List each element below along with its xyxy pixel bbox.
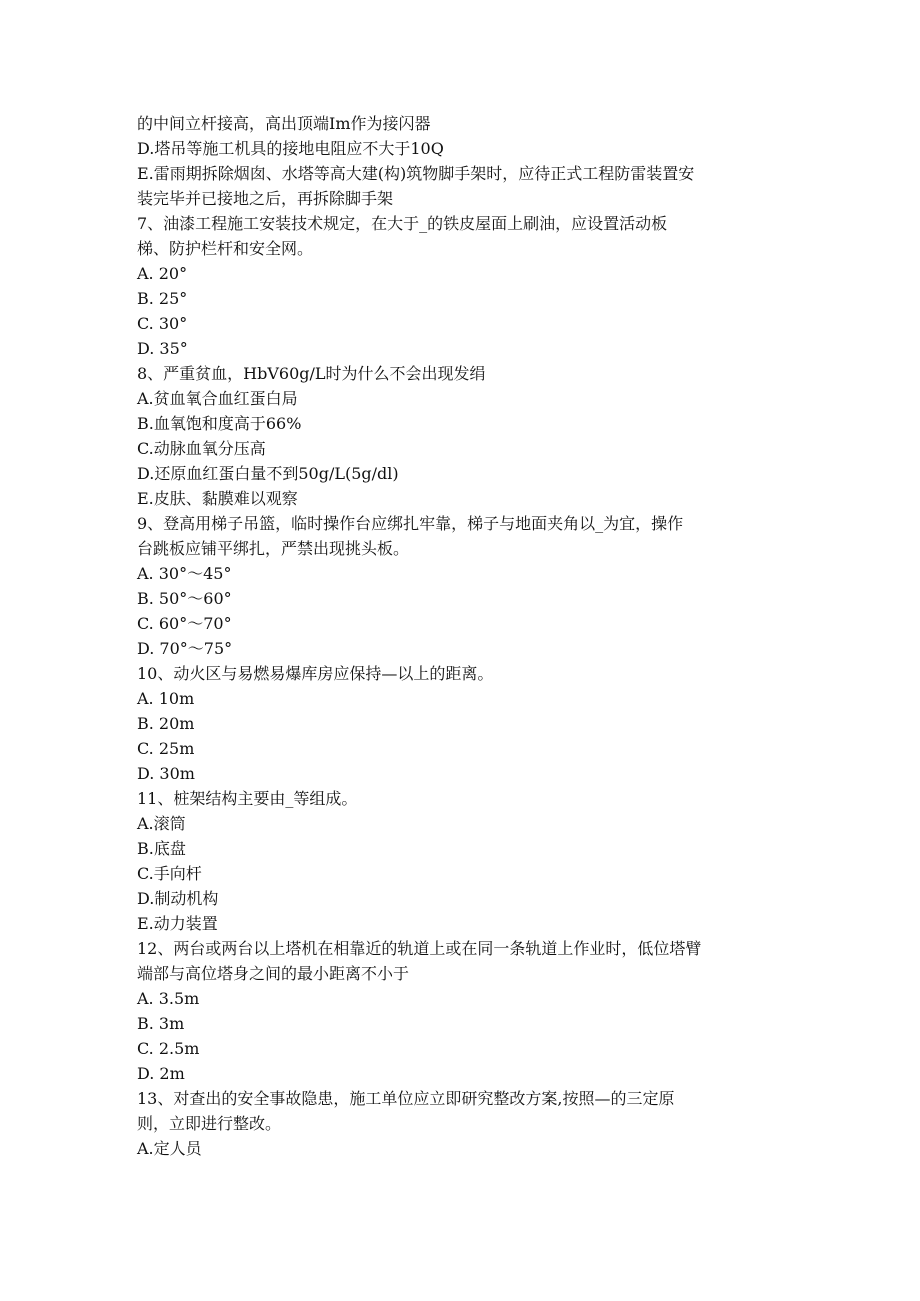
option-d: D.还原血红蛋白量不到50g/L(5g/dl) [137,464,399,483]
text-line: 端部与高位塔身之间的最小距离不小于 [137,964,410,983]
question-9: 9、登高用梯子吊篮，临时操作台应绑扎牢靠，梯子与地面夹角以_为宜，操作 [137,514,684,533]
option-c: C. 60°～70° [137,614,232,633]
text-line: 则，立即进行整改。 [137,1114,282,1133]
text-line: E.雷雨期拆除烟囱、水塔等高大建(构)筑物脚手架时，应待正式工程防雷装置安 [137,164,695,183]
option-d: D. 70°～75° [137,639,233,658]
option-d: D.制动机构 [137,889,219,908]
text-line: 的中间立杆接高，高出顶端Im作为接闪器 [137,114,431,133]
option-a: A.贫血氧合血红蛋白局 [137,389,298,408]
option-b: B. 20m [137,714,195,733]
option-a: A. 3.5m [137,989,200,1008]
question-7: 7、油漆工程施工安装技术规定，在大于_的铁皮屋面上刷油，应设置活动板 [137,214,668,233]
question-11: 11、桩架结构主要由_等组成。 [137,789,358,808]
option-c: C.动脉血氧分压高 [137,439,266,458]
option-c: C.手向杆 [137,864,202,883]
option-e: E.皮肤、黏膜难以观察 [137,489,298,508]
option-d: D. 2m [137,1064,185,1083]
option-c: C. 30° [137,314,188,333]
text-line: D.塔吊等施工机具的接地电阻应不大于10Q [137,139,444,158]
option-b: B.底盘 [137,839,186,858]
option-a: A. 20° [137,264,188,283]
text-line: 梯、防护栏杆和安全网。 [137,239,314,258]
question-13: 13、对查出的安全事故隐患，施工单位应立即研究整改方案,按照—的三定原 [137,1089,675,1108]
question-10: 10、动火区与易燃易爆库房应保持—以上的距离。 [137,664,494,683]
question-12: 12、两台或两台以上塔机在相靠近的轨道上或在同一条轨道上作业时，低位塔臂 [137,939,702,958]
option-e: E.动力装置 [137,914,218,933]
option-a: A. 30°～45° [137,564,232,583]
option-d: D. 30m [137,764,195,783]
option-c: C. 25m [137,739,195,758]
document-body [137,111,787,1161]
text-line: 台跳板应铺平绑扎，严禁出现挑头板。 [137,539,410,558]
option-b: B. 25° [137,289,188,308]
option-b: B.血氧饱和度高于66% [137,414,302,433]
option-a: A.定人员 [137,1139,202,1158]
option-b: B. 50°～60° [137,589,232,608]
option-c: C. 2.5m [137,1039,200,1058]
option-a: A. 10m [137,689,195,708]
option-d: D. 35° [137,339,188,358]
question-8: 8、严重贫血，HbV60g/L时为什么不会出现发绢 [137,364,486,383]
option-b: B. 3m [137,1014,185,1033]
option-a: A.滚筒 [137,814,186,833]
text-line: 装完毕并已接地之后，再拆除脚手架 [137,189,394,208]
